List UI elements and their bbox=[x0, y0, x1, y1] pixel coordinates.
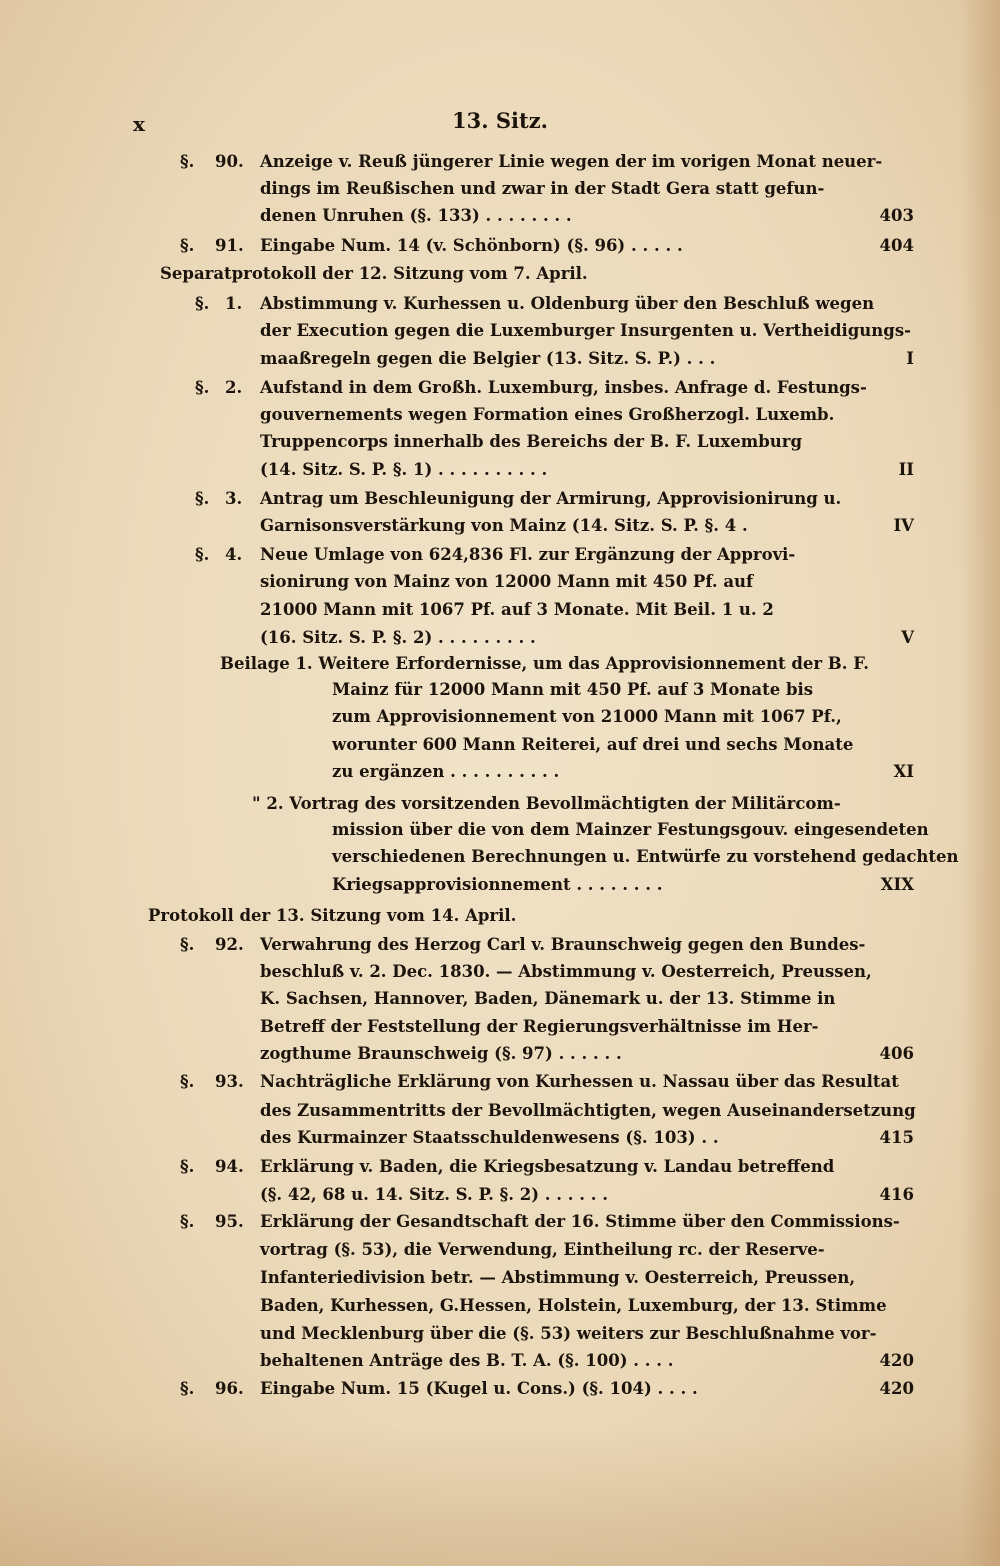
entry-text: Truppencorps innerhalb des Bereichs der B. F. Luxemburg bbox=[260, 432, 802, 451]
entry-text: maaßregeln gegen die Belgier (13. Sitz. S. P.) . . . bbox=[260, 349, 716, 368]
entry-text: Anzeige v. Reuß jüngerer Linie wegen der im vorigen Monat neuer- bbox=[260, 152, 883, 171]
entry-text: verschiedenen Berechnungen u. Entwürfe zu vorstehend gedachten bbox=[332, 847, 959, 866]
page-reference: 404 bbox=[879, 236, 914, 255]
section-number: 4. bbox=[225, 545, 243, 564]
paper-bottom-shade bbox=[0, 1426, 1000, 1566]
toc-line bbox=[0, 871, 1000, 899]
toc-line bbox=[0, 1375, 1000, 1403]
entry-text: Separatprotokoll der 12. Sitzung vom 7. April. bbox=[160, 264, 588, 283]
entry-text: Eingabe Num. 15 (Kugel u. Cons.) (§. 104) . . . . bbox=[260, 1379, 698, 1398]
entry-text: des Zusammentritts der Bevollmächtigten, wegen Auseinandersetzung bbox=[260, 1101, 916, 1120]
toc-line bbox=[0, 1040, 1000, 1068]
entry-text: zogthume Braunschweig (§. 97) . . . . . . bbox=[260, 1044, 622, 1063]
toc-line bbox=[0, 1181, 1000, 1209]
entry-text: behaltenen Anträge des B. T. A. (§. 100) . . . . bbox=[260, 1351, 674, 1370]
toc-line bbox=[0, 317, 1000, 345]
page-reference: 420 bbox=[879, 1379, 914, 1398]
section-sign: §. bbox=[195, 545, 210, 564]
toc-line bbox=[0, 290, 1000, 318]
toc-line bbox=[0, 512, 1000, 540]
entry-text: zu ergänzen . . . . . . . . . . bbox=[332, 762, 560, 781]
page-reference: 403 bbox=[879, 206, 914, 225]
entry-text: Erklärung v. Baden, die Kriegsbesatzung v. Landau betreffend bbox=[260, 1157, 835, 1176]
toc-line bbox=[0, 428, 1000, 456]
section-number: 1. bbox=[225, 294, 243, 313]
section-sign: §. bbox=[180, 935, 195, 954]
toc-line bbox=[0, 650, 1000, 678]
entry-text: (16. Sitz. S. P. §. 2) . . . . . . . . . bbox=[260, 628, 536, 647]
entry-text: Kriegsapprovisionnement . . . . . . . . bbox=[332, 875, 663, 894]
toc-line bbox=[0, 758, 1000, 786]
toc-line bbox=[0, 175, 1000, 203]
toc-line bbox=[0, 1124, 1000, 1152]
section-sign: §. bbox=[195, 378, 210, 397]
entry-text: mission über die von dem Mainzer Festungsgouv. eingesendeten bbox=[332, 820, 929, 839]
toc-line bbox=[0, 260, 1000, 288]
toc-line bbox=[0, 456, 1000, 484]
entry-text: Neue Umlage von 624,836 Fl. zur Ergänzung der Approvi- bbox=[260, 545, 796, 564]
toc-line bbox=[0, 1153, 1000, 1181]
entry-text: K. Sachsen, Hannover, Baden, Dänemark u. der 13. Stimme in bbox=[260, 989, 836, 1008]
entry-text: Beilage 1. Weitere Erfordernisse, um das Approvisionnement der B. F. bbox=[220, 654, 870, 673]
entry-text: (§. 42, 68 u. 14. Sitz. S. P. §. 2) . . . . . . bbox=[260, 1185, 608, 1204]
entry-text: 21000 Mann mit 1067 Pf. auf 3 Monate. Mit Beil. 1 u. 2 bbox=[260, 600, 774, 619]
section-number: 94. bbox=[215, 1157, 244, 1176]
entry-text: Verwahrung des Herzog Carl v. Braunschweig gegen den Bundes- bbox=[260, 935, 866, 954]
toc-line bbox=[0, 1236, 1000, 1264]
entry-text: sionirung von Mainz von 12000 Mann mit 450 Pf. auf bbox=[260, 572, 754, 591]
section-number: 92. bbox=[215, 935, 244, 954]
entry-text: worunter 600 Mann Reiterei, auf drei und sechs Monate bbox=[332, 735, 854, 754]
entry-text: Infanteriedivision betr. — Abstimmung v. Oesterreich, Preussen, bbox=[260, 1268, 856, 1287]
section-sign: §. bbox=[195, 294, 210, 313]
entry-text: zum Approvisionnement von 21000 Mann mit 1067 Pf., bbox=[332, 707, 842, 726]
page-reference: IV bbox=[893, 516, 914, 535]
toc-line bbox=[0, 1208, 1000, 1236]
toc-line bbox=[0, 1347, 1000, 1375]
section-sign: §. bbox=[180, 152, 195, 171]
section-number: 96. bbox=[215, 1379, 244, 1398]
toc-line bbox=[0, 148, 1000, 176]
page-reference: 406 bbox=[879, 1044, 914, 1063]
entry-text: gouvernements wegen Formation eines Großherzogl. Luxemb. bbox=[260, 405, 835, 424]
section-sign: §. bbox=[180, 1072, 195, 1091]
toc-line bbox=[0, 843, 1000, 871]
toc-line bbox=[0, 1264, 1000, 1292]
section-sign: §. bbox=[180, 1157, 195, 1176]
page-reference: 415 bbox=[879, 1128, 914, 1147]
entry-text: Erklärung der Gesandtschaft der 16. Stimme über den Commissions- bbox=[260, 1212, 900, 1231]
entry-text: Nachträgliche Erklärung von Kurhessen u. Nassau über das Resultat bbox=[260, 1072, 899, 1091]
toc-line bbox=[0, 1292, 1000, 1320]
section-number: 90. bbox=[215, 152, 244, 171]
toc-line bbox=[0, 401, 1000, 429]
section-number: 95. bbox=[215, 1212, 244, 1231]
page-reference: XIX bbox=[880, 875, 914, 894]
entry-text: vortrag (§. 53), die Verwendung, Eintheilung rc. der Reserve- bbox=[260, 1240, 825, 1259]
page-reference: 416 bbox=[879, 1185, 914, 1204]
entry-text: denen Unruhen (§. 133) . . . . . . . . bbox=[260, 206, 572, 225]
toc-line bbox=[0, 485, 1000, 513]
toc-line bbox=[0, 790, 1000, 818]
toc-line bbox=[0, 232, 1000, 260]
section-number: 91. bbox=[215, 236, 244, 255]
entry-text: Eingabe Num. 14 (v. Schönborn) (§. 96) . . . . . bbox=[260, 236, 683, 255]
toc-line bbox=[0, 902, 1000, 930]
entry-text: Baden, Kurhessen, G.Hessen, Holstein, Luxemburg, der 13. Stimme bbox=[260, 1296, 887, 1315]
entry-text: Garnisonsverstärkung von Mainz (14. Sitz. S. P. §. 4 . bbox=[260, 516, 748, 535]
section-sign: §. bbox=[180, 236, 195, 255]
page-header-title: 13. Sitz. bbox=[452, 108, 548, 133]
entry-text: Abstimmung v. Kurhessen u. Oldenburg über den Beschluß wegen bbox=[260, 294, 875, 313]
toc-line bbox=[0, 1013, 1000, 1041]
entry-text: der Execution gegen die Luxemburger Insurgenten u. Vertheidigungs- bbox=[260, 321, 911, 340]
section-sign: §. bbox=[195, 489, 210, 508]
toc-line bbox=[0, 202, 1000, 230]
toc-line bbox=[0, 676, 1000, 704]
entry-text: und Mecklenburg über die (§. 53) weiters zur Beschlußnahme vor- bbox=[260, 1324, 877, 1343]
entry-text: beschluß v. 2. Dec. 1830. — Abstimmung v. Oesterreich, Preussen, bbox=[260, 962, 872, 981]
toc-line bbox=[0, 1068, 1000, 1096]
section-sign: §. bbox=[180, 1379, 195, 1398]
entry-text: " 2. Vortrag des vorsitzenden Bevollmächtigten der Militärcom- bbox=[252, 794, 841, 813]
page-reference: II bbox=[898, 460, 914, 479]
section-number: 2. bbox=[225, 378, 243, 397]
toc-line bbox=[0, 374, 1000, 402]
toc-line bbox=[0, 345, 1000, 373]
toc-line bbox=[0, 541, 1000, 569]
section-number: 93. bbox=[215, 1072, 244, 1091]
toc-line bbox=[0, 624, 1000, 652]
entry-text: Mainz für 12000 Mann mit 450 Pf. auf 3 Monate bis bbox=[332, 680, 814, 699]
page-reference: 420 bbox=[879, 1351, 914, 1370]
section-number: 3. bbox=[225, 489, 243, 508]
page-reference: I bbox=[906, 349, 914, 368]
toc-line bbox=[0, 931, 1000, 959]
toc-line bbox=[0, 985, 1000, 1013]
toc-line bbox=[0, 596, 1000, 624]
entry-text: Antrag um Beschleunigung der Armirung, Approvisionirung u. bbox=[260, 489, 842, 508]
section-sign: §. bbox=[180, 1212, 195, 1231]
entry-text: Betreff der Feststellung der Regierungsverhältnisse im Her- bbox=[260, 1017, 819, 1036]
page-reference: V bbox=[901, 628, 914, 647]
toc-line bbox=[0, 958, 1000, 986]
entry-text: des Kurmainzer Staatsschuldenwesens (§. 103) . . bbox=[260, 1128, 719, 1147]
entry-text: Aufstand in dem Großh. Luxemburg, insbes. Anfrage d. Festungs- bbox=[260, 378, 867, 397]
entry-text: dings im Reußischen und zwar in der Stadt Gera statt gefun- bbox=[260, 179, 825, 198]
toc-line bbox=[0, 1097, 1000, 1125]
toc-line bbox=[0, 568, 1000, 596]
page-roman-number: x bbox=[133, 112, 145, 136]
entry-text: (14. Sitz. S. P. §. 1) . . . . . . . . . . bbox=[260, 460, 548, 479]
toc-line bbox=[0, 703, 1000, 731]
page-reference: XI bbox=[893, 762, 914, 781]
toc-line bbox=[0, 1320, 1000, 1348]
entry-text: Protokoll der 13. Sitzung vom 14. April. bbox=[148, 906, 517, 925]
toc-line bbox=[0, 816, 1000, 844]
toc-line bbox=[0, 731, 1000, 759]
